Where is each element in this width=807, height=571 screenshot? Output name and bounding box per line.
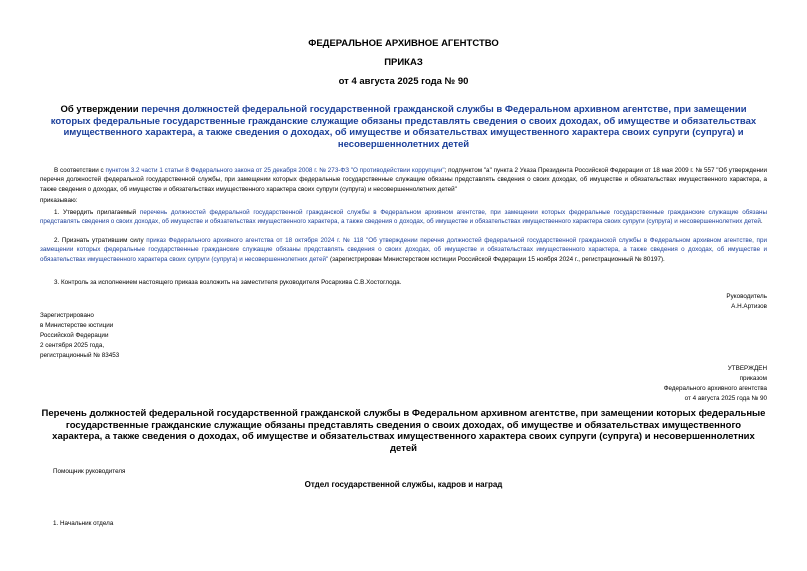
approved-line-3: Федерального архивного агентства xyxy=(663,385,767,392)
item-2-suffix: (зарегистрирован Министерством юстиции Российской Федерации 15 ноября 2024 г., регистрационный № 80197). xyxy=(328,255,665,263)
registration-line-2: в Министерстве юстиции xyxy=(40,322,114,329)
item-2 xyxy=(40,236,767,264)
registration-line-1: Зарегистрировано xyxy=(40,312,94,319)
approved-line-2: приказом xyxy=(739,375,767,382)
position-1: 1. Начальник отдела xyxy=(53,520,114,527)
agency-name: ФЕДЕРАЛЬНОЕ АРХИВНОЕ АГЕНТСТВО xyxy=(308,38,499,49)
item-2-prefix: 2. Признать утратившим силу xyxy=(54,237,147,244)
doc-type: ПРИКАЗ xyxy=(384,57,423,68)
item-1 xyxy=(40,208,767,227)
order-word xyxy=(40,196,767,205)
title-prefix: Об утверждении xyxy=(60,104,142,115)
order-word-text: приказываю: xyxy=(40,197,78,204)
signature-role: Руководитель xyxy=(726,293,767,300)
registration-line-4: 2 сентября 2025 года, xyxy=(40,342,105,349)
doc-title xyxy=(40,104,767,150)
item-1-suffix: . xyxy=(760,218,763,226)
signature-block xyxy=(726,292,767,312)
approved-line-4: от 4 августа 2025 года № 90 xyxy=(684,395,767,402)
preamble-text-1: В соответствии с xyxy=(54,167,106,174)
approved-block xyxy=(664,364,767,404)
item-1-link[interactable]: перечень должностей федеральной государственной гражданской службы в Федеральном архивном агентстве, при замещении которых федеральные государственные гражданские служащие обязаны представлять сведения о своих доходах, об имуществе и обязательствах имущественного характера, а также сведения о доходах, об имуществе и обязательствах имущественного характера своих супруги (супруга) и несовершеннолетних детей xyxy=(40,209,767,226)
registration-line-5: регистрационный № 83453 xyxy=(40,352,120,359)
registration-line-3: Российской Федерации xyxy=(40,332,109,339)
item-1-prefix: 1. Утвердить прилагаемый xyxy=(54,209,140,216)
preamble-text-2: ; подпунктом "а" пункта 2 Указа Президента Российской Федерации от 18 мая 2009 г. № 557 "Об утверждении перечня должностей федеральной государственной службы, при замещении которых федеральные государственные служащие обязаны представлять сведения о своих доходах, об имуществе и обязательствах имущественного характера, а также сведения о доходах, об имуществе и обязательствах имущественного характера своих супруги (супруга) и несовершеннолетних детей" xyxy=(40,167,767,193)
preamble xyxy=(40,166,767,194)
title-link[interactable]: перечня должностей федеральной государственной гражданской службы в Федеральном архивном агентстве, при замещении которых федеральные государственные гражданские служащие обязаны представлять сведения о своих доходах, об имуществе и обязательствах имущественного характера, а также сведения о доходах, об имуществе и обязательствах имущественного характера своих супруги (супруга) и несовершеннолетних детей xyxy=(50,104,757,150)
doc-date-number: от 4 августа 2025 года № 90 xyxy=(338,76,469,87)
list-title: Перечень должностей федеральной государственной гражданской службы в Федеральном архивном агентстве, при замещении которых федеральные государственные гражданские служащие обязаны представлять сведения о своих доходах, об имуществе и обязательствах имущественного характера, а также сведения о доходах, об имуществе и обязательствах имущественного характера своих супруги (супруга) и несовершеннолетних детей xyxy=(41,408,766,454)
assistant-position: Помощник руководителя xyxy=(53,468,126,475)
signature-name: А.Н.Артизов xyxy=(731,303,767,310)
approved-line-1: УТВЕРЖДЕН xyxy=(727,365,767,372)
registration-block xyxy=(40,311,119,361)
preamble-law-link[interactable]: пунктом 3.2 части 1 статьи 8 Федерального закона от 25 декабря 2008 г. № 273-ФЗ "О противодействии коррупции" xyxy=(105,167,445,174)
item-3: 3. Контроль за исполнением настоящего приказа возложить на заместителя руководителя Росархива С.В.Хостоглода. xyxy=(54,279,402,286)
department-heading: Отдел государственной службы, кадров и наград xyxy=(304,480,503,489)
item-2-link[interactable]: приказ Федерального архивного агентства от 18 октября 2024 г. № 118 "Об утверждении перечня должностей федеральной государственной гражданской службы в Федеральном архивном агентстве, при замещении которых федеральные государственные гражданские служащие обязаны представлять сведения о своих доходах, об имуществе и обязательствах имущественного характера, а также сведения о доходах, об имуществе и обязательствах имущественного характера своих супруги (супруга) и несовершеннолетних детей" xyxy=(40,237,767,263)
